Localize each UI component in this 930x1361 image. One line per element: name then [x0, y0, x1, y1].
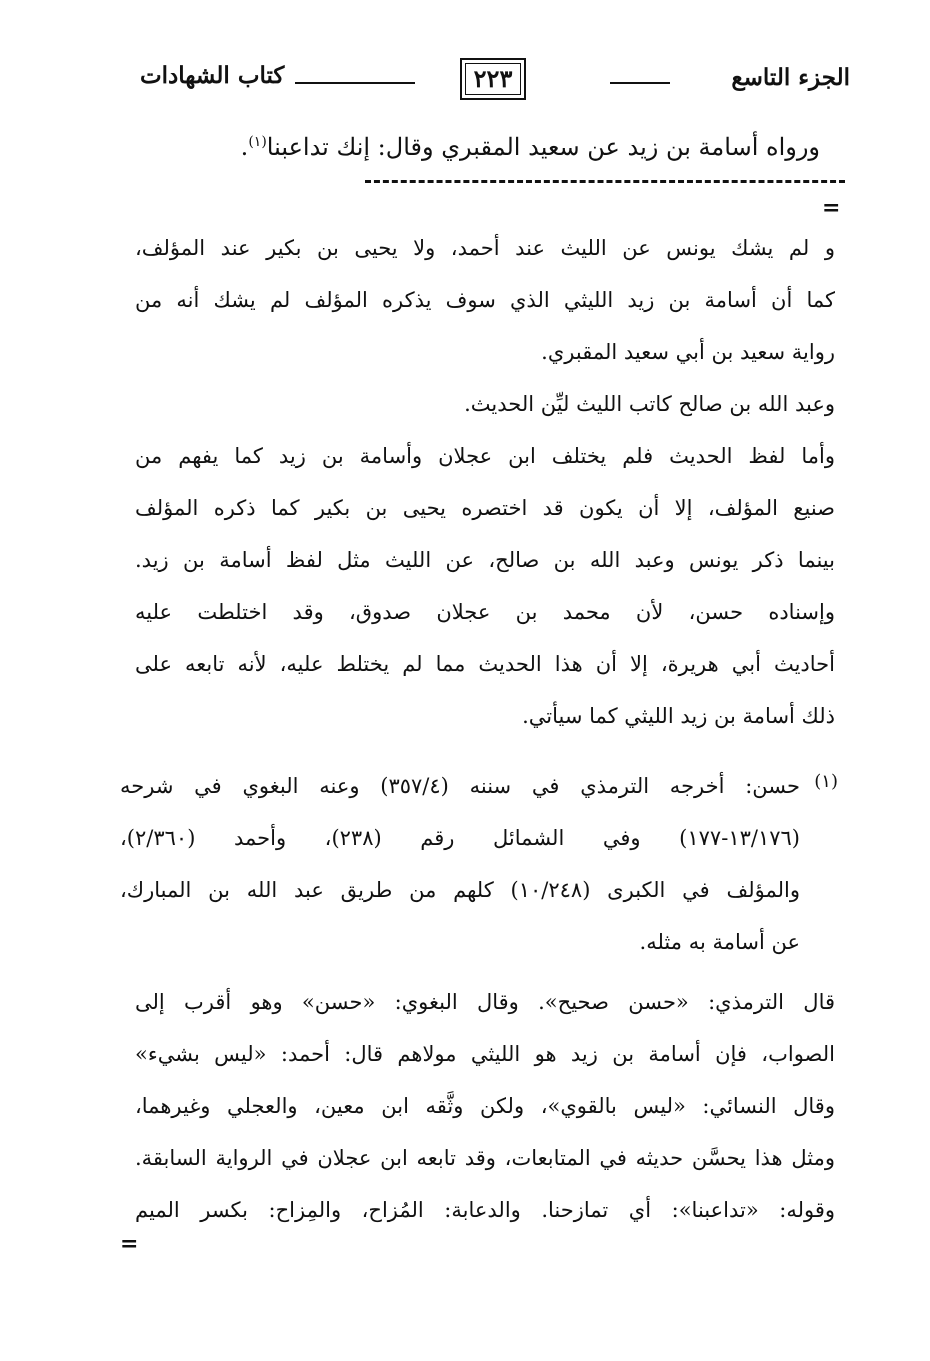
commentary-line: و لم يشك يونس عن الليث عند أحمد، ولا يحيى بن بكير عند المؤلف،: [135, 236, 835, 260]
footnote-block: [120, 760, 800, 968]
continuation-marker-bottom: =: [120, 1231, 139, 1257]
main-text-line: ورواه أسامة بن زيد عن سعيد المقبري وقال: إنك تداعبنا: [266, 133, 820, 161]
footnote-marker: (١): [814, 771, 838, 792]
notes-line: ومثل هذا يحسَّن حديثه في المتابعات، وقد تابعه ابن عجلان في الرواية السابقة.: [135, 1146, 835, 1170]
main-text-end: .: [240, 133, 249, 161]
commentary-line: بينما ذكر يونس وعبد الله بن صالح، عن الليث مثل لفظ أسامة بن زيد.: [135, 548, 835, 572]
footnote-line: حسن: أخرجه الترمذي في سننه (٣٥٧/٤) وعنه البغوي في شرحه: [120, 774, 800, 798]
commentary-line: وعبد الله بن صالح كاتب الليث ليِّن الحديث.: [464, 392, 835, 416]
continuation-marker-top: =: [822, 195, 841, 221]
main-text: [120, 133, 820, 161]
notes-block: [135, 976, 835, 1236]
commentary-block: [135, 222, 835, 742]
footnote-line: عن أسامة به مثله.: [639, 930, 800, 954]
dashed-separator: [365, 180, 845, 195]
commentary-line: أحاديث أبي هريرة، إلا أن هذا الحديث مما لم يختلط عليه، لأنه تابعه على: [135, 652, 835, 676]
commentary-line: صنيع المؤلف، إلا أن يكون قد اختصره يحيى بن بكير كما ذكره المؤلف: [135, 496, 835, 520]
commentary-line: رواية سعيد بن أبي سعيد المقبري.: [541, 340, 835, 364]
footnote-line: والمؤلف في الكبرى (١٠/٢٤٨) كلهم من طريق عبد الله بن المبارك،: [120, 878, 800, 902]
commentary-line: وإسناده حسن، لأن محمد بن عجلان صدوق، وقد اختلطت عليه: [135, 600, 835, 624]
book-title: كتاب الشهادات: [140, 62, 285, 89]
notes-line: قال الترمذي: «حسن صحيح». وقال البغوي: «حسن» وهو أقرب إلى: [135, 990, 835, 1014]
notes-line: الصواب، فإن أسامة بن زيد هو الليثي مولاهم قال: أحمد: «ليس بشيء»: [135, 1042, 835, 1066]
footnote-line: (١٣/١٧٦-١٧٧) وفي الشمائل رقم (٢٣٨)، وأحمد (٢/٣٦٠)،: [120, 826, 800, 850]
page-header: [130, 58, 850, 102]
commentary-line: كما أن أسامة بن زيد الليثي الذي سوف يذكره المؤلف لم يشك أنه من: [135, 288, 835, 312]
commentary-line: ذلك أسامة بن زيد الليثي كما سيأتي.: [522, 704, 835, 728]
page-number: ٢٢٣: [460, 58, 526, 100]
header-rule-right: [610, 82, 670, 84]
notes-line: وقوله: «تداعبنا»: أي تمازحنا. والدعابة: المُزاح، والمِزاح: بكسر الميم: [135, 1198, 835, 1222]
volume-title: الجزء التاسع: [731, 64, 850, 91]
footnote-reference: (١): [248, 134, 267, 150]
commentary-line: وأما لفظ الحديث فلم يختلف ابن عجلان وأسامة بن زيد كما يفهم من: [135, 444, 835, 468]
notes-line: وقال النسائي: «ليس بالقوي»، ولكن وثَّقه ابن معين، والعجلي وغيرهما،: [135, 1094, 835, 1118]
header-rule-left: [295, 82, 415, 84]
